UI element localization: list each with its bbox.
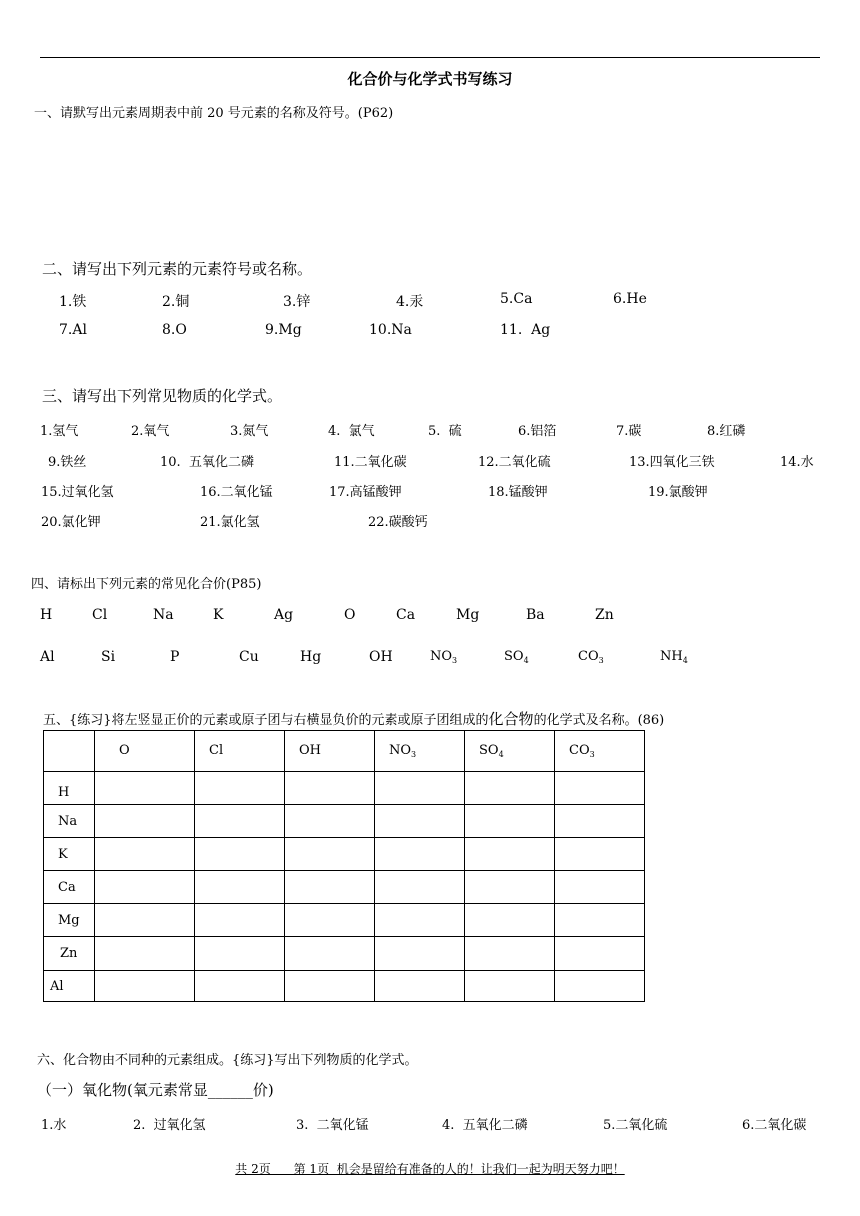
s3-item: 17.高锰酸钾 — [329, 485, 402, 500]
s3-item: 1.氢气 — [40, 424, 79, 439]
section6-subheading: （一）氧化物(氧元素常显______价) — [37, 1081, 274, 1099]
s3-item: 14.水 — [780, 455, 814, 470]
s6-item: 4. 五氧化二磷 — [442, 1118, 528, 1133]
answer-cell[interactable] — [285, 772, 375, 805]
answer-cell[interactable] — [375, 871, 465, 904]
footer-text: 共 2页 第 1页 机会是留给有准备的人的！让我们一起为明天努力吧！ — [235, 1162, 625, 1176]
s2-item: 11. Ag — [500, 322, 551, 338]
s3-item: 18.锰酸钾 — [488, 485, 548, 500]
answer-cell[interactable] — [555, 971, 645, 1002]
page-footer — [0, 1160, 860, 1177]
s2-item: 5.Ca — [500, 291, 533, 307]
answer-cell[interactable] — [195, 838, 285, 871]
answer-cell[interactable] — [95, 805, 195, 838]
column-header: $SO_4$ — [465, 731, 555, 772]
row-header: Na — [44, 805, 95, 838]
answer-cell[interactable] — [95, 937, 195, 971]
s4-element: O — [344, 607, 356, 623]
s3-item: 6.铝箔 — [518, 424, 557, 439]
s6-item: 6.二氧化碳 — [742, 1118, 807, 1133]
s2-item: 3.锌 — [283, 294, 311, 310]
s3-item: 15.过氧化氢 — [41, 485, 114, 500]
answer-cell[interactable] — [555, 838, 645, 871]
corner-cell — [44, 731, 95, 772]
s3-item: 16.二氧化锰 — [200, 485, 273, 500]
table-row — [44, 904, 645, 937]
section5-heading: 五、{练习}将左竖显正价的元素或原子团与右横显负价的元素或原子团组成的化合物的化学式及名称。(86) — [43, 710, 665, 728]
answer-cell[interactable] — [285, 904, 375, 937]
answer-cell[interactable] — [465, 838, 555, 871]
column-header: OH — [285, 731, 375, 772]
answer-cell[interactable] — [285, 971, 375, 1002]
s3-item: 20.氯化钾 — [41, 515, 101, 530]
s2-item: 9.Mg — [265, 322, 302, 338]
s3-item: 11.二氧化碳 — [334, 455, 407, 470]
s6-item: 1.水 — [41, 1118, 67, 1133]
s3-item: 22.碳酸钙 — [368, 515, 428, 530]
s4-element: H — [40, 607, 53, 623]
s3-item: 7.碳 — [616, 424, 642, 439]
s4-element: $SO_4$ — [504, 649, 529, 665]
column-header: $CO_3$ — [555, 731, 645, 772]
column-header: $NO_3$ — [375, 731, 465, 772]
s2-item: 1.铁 — [59, 294, 87, 310]
s4-element: Mg — [456, 607, 480, 623]
answer-cell[interactable] — [95, 871, 195, 904]
s3-item: 12.二氧化硫 — [478, 455, 551, 470]
table-row — [44, 971, 645, 1002]
row-header: Ca — [44, 871, 95, 904]
header-rule — [40, 57, 820, 58]
answer-cell[interactable] — [285, 805, 375, 838]
s3-item: 19.氯酸钾 — [648, 485, 708, 500]
s4-element: $NO_3$ — [430, 649, 458, 665]
answer-cell[interactable] — [465, 937, 555, 971]
answer-cell[interactable] — [195, 772, 285, 805]
s4-element: Cl — [92, 607, 108, 623]
answer-cell[interactable] — [95, 772, 195, 805]
s3-item: 13.四氧化三铁 — [629, 455, 715, 470]
answer-cell[interactable] — [465, 805, 555, 838]
table-row — [44, 838, 645, 871]
answer-cell[interactable] — [465, 971, 555, 1002]
s4-element: $CO_3$ — [578, 649, 604, 665]
section3-heading: 三、请写出下列常见物质的化学式。 — [42, 387, 283, 405]
s6-item: 2. 过氧化氢 — [133, 1118, 206, 1133]
answer-cell[interactable] — [555, 937, 645, 971]
s2-item: 8.O — [162, 322, 187, 338]
s2-item: 2.铜 — [162, 294, 190, 310]
section1-heading: 一、请默写出元素周期表中前 20 号元素的名称及符号。(P62) — [34, 106, 394, 121]
section4-heading: 四、请标出下列元素的常见化合价(P85) — [31, 577, 262, 592]
answer-cell[interactable] — [195, 937, 285, 971]
row-header: Zn — [44, 937, 95, 971]
table-row — [44, 805, 645, 838]
s4-element: Si — [101, 649, 116, 665]
s4-element: OH — [369, 649, 393, 665]
answer-cell[interactable] — [375, 937, 465, 971]
s4-element: Cu — [239, 649, 259, 665]
answer-cell[interactable] — [375, 805, 465, 838]
s4-element: Ca — [396, 607, 416, 623]
column-header: Cl — [195, 731, 285, 772]
answer-cell[interactable] — [95, 971, 195, 1002]
answer-cell[interactable] — [555, 871, 645, 904]
column-header: O — [95, 731, 195, 772]
s3-item: 2.氧气 — [131, 424, 170, 439]
s6-item: 5.二氧化硫 — [603, 1118, 668, 1133]
answer-cell[interactable] — [465, 772, 555, 805]
s6-item: 3. 二氧化锰 — [296, 1118, 369, 1133]
s4-element: Zn — [595, 607, 614, 623]
answer-cell[interactable] — [375, 904, 465, 937]
answer-cell[interactable] — [465, 904, 555, 937]
answer-cell[interactable] — [195, 805, 285, 838]
answer-cell[interactable] — [375, 772, 465, 805]
s3-item: 10. 五氧化二磷 — [160, 455, 254, 470]
s4-element: Ba — [526, 607, 545, 623]
s2-item: 4.汞 — [396, 294, 424, 310]
row-header: H — [44, 772, 95, 805]
table-row — [44, 937, 645, 971]
s2-item: 10.Na — [369, 322, 412, 338]
table-row — [44, 772, 645, 805]
s4-element: Ag — [274, 607, 294, 623]
section2-heading: 二、请写出下列元素的元素符号或名称。 — [42, 260, 313, 278]
answer-cell[interactable] — [375, 971, 465, 1002]
s3-item: 4. 氯气 — [328, 424, 375, 439]
answer-cell[interactable] — [285, 838, 375, 871]
s4-element: $NH_4$ — [660, 649, 688, 665]
s3-item: 9.铁丝 — [48, 455, 87, 470]
answer-cell[interactable] — [195, 871, 285, 904]
row-header: Mg — [44, 904, 95, 937]
s3-item: 3.氮气 — [230, 424, 269, 439]
answer-cell[interactable] — [375, 838, 465, 871]
s4-element: Hg — [300, 649, 322, 665]
s2-item: 7.Al — [59, 322, 87, 338]
answer-cell[interactable] — [95, 904, 195, 937]
s4-element: Al — [40, 649, 55, 665]
answer-cell[interactable] — [555, 904, 645, 937]
answer-cell[interactable] — [195, 904, 285, 937]
row-header: Al — [44, 971, 95, 1002]
s3-item: 8.红磷 — [707, 424, 746, 439]
page-title: 化合价与化学式书写练习 — [347, 70, 513, 88]
answer-cell[interactable] — [465, 871, 555, 904]
s4-element: K — [213, 607, 224, 623]
answer-cell[interactable] — [555, 772, 645, 805]
answer-cell[interactable] — [285, 937, 375, 971]
s3-item: 5. 硫 — [428, 424, 462, 439]
table-row — [44, 871, 645, 904]
table-header-row — [44, 731, 645, 772]
answer-cell[interactable] — [195, 971, 285, 1002]
section6-heading: 六、化合物由不同种的元素组成。{练习}写出下列物质的化学式。 — [37, 1053, 418, 1068]
answer-cell[interactable] — [555, 805, 645, 838]
s2-item: 6.He — [613, 291, 647, 307]
compound-table — [43, 730, 645, 1002]
answer-cell[interactable] — [285, 871, 375, 904]
s4-element: Na — [153, 607, 174, 623]
s3-item: 21.氯化氢 — [200, 515, 260, 530]
row-header: K — [44, 838, 95, 871]
answer-cell[interactable] — [95, 838, 195, 871]
s4-element: P — [170, 649, 180, 665]
